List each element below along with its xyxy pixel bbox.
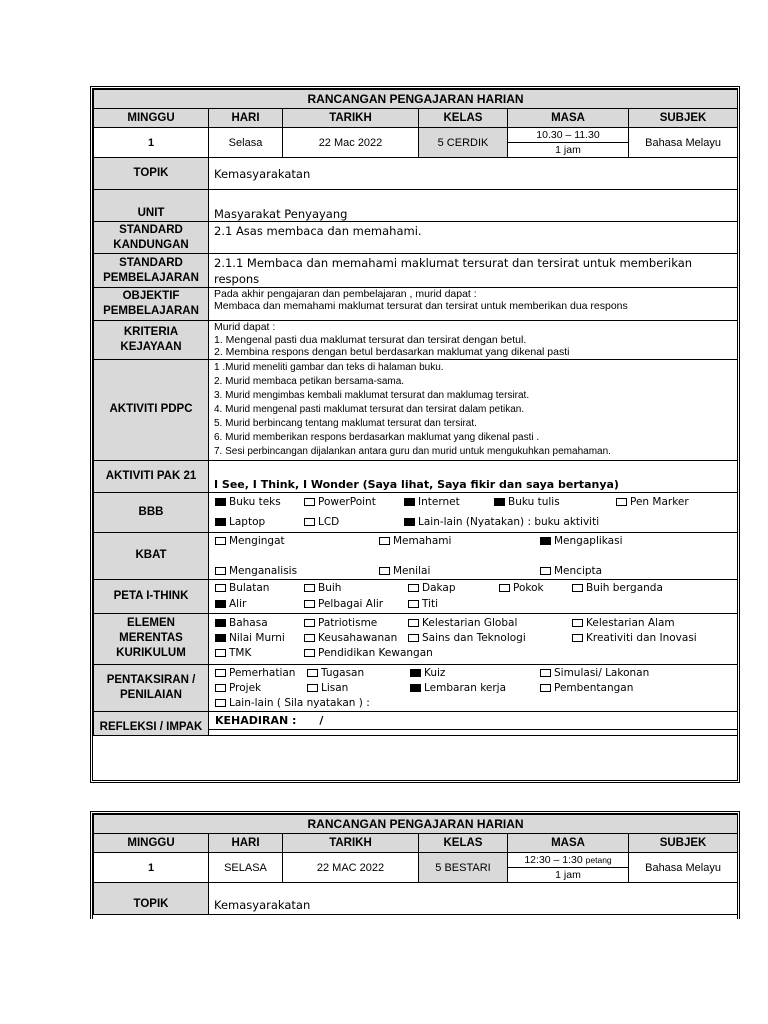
pak21-value: I See, I Think, I Wonder (Saya lihat, Saya fikir dan saya bertanya) xyxy=(209,460,738,492)
aktiviti-item: 6. Murid memberikan respons berdasarkan maklumat yang dikenal pasti . xyxy=(214,431,540,443)
checkbox-icon xyxy=(499,584,510,592)
aktiviti-label: AKTIVITI PDPC xyxy=(94,359,209,460)
emk-label: ELEMEN MERENTAS KURIKULUM xyxy=(94,613,209,664)
checkbox-icon xyxy=(408,584,419,592)
header-hari: HARI xyxy=(209,109,283,128)
unit-value: Masyarakat Penyayang xyxy=(209,190,738,222)
checkbox-checked-icon xyxy=(215,518,226,526)
checkbox-option[interactable]: Pokok xyxy=(499,582,544,595)
kehadiran-line: KEHADIRAN : / xyxy=(209,712,737,730)
bbb-label: BBB xyxy=(94,492,209,532)
checkbox-checked-icon xyxy=(404,498,415,506)
pak21-label: AKTIVITI PAK 21 xyxy=(94,460,209,492)
aktiviti-item: 1 .Murid meneliti gambar dan teks di halaman buku. xyxy=(214,361,444,373)
header-kelas: KELAS xyxy=(419,109,508,128)
masa-suffix: petang xyxy=(585,855,612,865)
checkbox-option[interactable]: Buku tulis xyxy=(494,496,560,509)
checkbox-icon xyxy=(215,684,226,692)
kelas-value: 5 BESTARI xyxy=(419,853,508,883)
objektif-line: Pada akhir pengajaran dan pembelajaran , murid dapat : xyxy=(214,288,477,300)
checkbox-icon xyxy=(215,649,226,657)
aktiviti-cell xyxy=(209,359,738,460)
checkbox-icon xyxy=(572,619,583,627)
checkbox-option[interactable]: PowerPoint xyxy=(304,496,376,509)
header-subjek: SUBJEK xyxy=(629,834,738,853)
checkbox-option[interactable]: Menilai xyxy=(379,565,430,578)
header-masa: MASA xyxy=(508,834,629,853)
checkbox-checked-icon xyxy=(404,518,415,526)
checkbox-option[interactable]: Mengaplikasi xyxy=(540,535,623,548)
checkbox-icon xyxy=(304,518,315,526)
checkbox-icon xyxy=(215,669,226,677)
checkbox-option[interactable]: Buih berganda xyxy=(572,582,663,595)
checkbox-checked-icon xyxy=(410,684,421,692)
unit-label: UNIT xyxy=(94,190,209,222)
standard-pembelajaran-label: STANDARD PEMBELAJARAN xyxy=(94,254,209,288)
sheet-title: RANCANGAN PENGAJARAN HARIAN xyxy=(94,90,738,109)
topik-value: Kemasyarakatan xyxy=(209,883,738,915)
checkbox-option[interactable]: Internet xyxy=(404,496,460,509)
checkbox-icon xyxy=(408,619,419,627)
lesson-plan-sheet-1 xyxy=(90,86,740,783)
checkbox-option[interactable]: Pemerhatian xyxy=(215,667,295,680)
checkbox-option[interactable]: Bahasa xyxy=(215,617,268,630)
masa-duration: 1 jam xyxy=(508,868,629,883)
sheet-title: RANCANGAN PENGAJARAN HARIAN xyxy=(94,815,738,834)
checkbox-option[interactable]: Mengingat xyxy=(215,535,285,548)
objektif-label: OBJEKTIF PEMBELAJARAN xyxy=(94,288,209,321)
checkbox-option[interactable]: Tugasan xyxy=(307,667,364,680)
hari-value: SELASA xyxy=(209,853,283,883)
checkbox-icon xyxy=(304,649,315,657)
refleksi-label: REFLEKSI / IMPAK xyxy=(94,711,209,735)
header-hari: HARI xyxy=(209,834,283,853)
checkbox-option[interactable]: Kelestarian Global xyxy=(408,617,517,630)
checkbox-option[interactable]: Kuiz xyxy=(410,667,445,680)
checkbox-option[interactable]: Simulasi/ Lakonan xyxy=(540,667,649,680)
standard-kandungan-label: STANDARD KANDUNGAN xyxy=(94,222,209,254)
checkbox-icon xyxy=(540,684,551,692)
checkbox-icon xyxy=(572,584,583,592)
checkbox-icon xyxy=(215,584,226,592)
checkbox-option[interactable]: Alir xyxy=(215,598,246,611)
checkbox-checked-icon xyxy=(215,619,226,627)
minggu-value: 1 xyxy=(94,853,209,883)
checkbox-option[interactable]: Titi xyxy=(408,598,438,611)
checkbox-option[interactable]: Kelestarian Alam xyxy=(572,617,675,630)
checkbox-option[interactable]: Menganalisis xyxy=(215,565,297,578)
kelas-value: 5 CERDIK xyxy=(419,128,508,158)
checkbox-icon xyxy=(616,498,627,506)
lesson-plan-table-2 xyxy=(93,814,738,915)
checkbox-option[interactable]: Laptop xyxy=(215,516,265,529)
kbat-options xyxy=(209,532,738,579)
checkbox-icon xyxy=(572,634,583,642)
kriteria-label: KRITERIA KEJAYAAN xyxy=(94,321,209,360)
header-minggu: MINGGU xyxy=(94,834,209,853)
checkbox-icon xyxy=(540,669,551,677)
aktiviti-item: 5. Murid berbincang tentang maklumat tersurat dan tersirat. xyxy=(214,417,477,429)
checkbox-option[interactable]: Buih xyxy=(304,582,341,595)
checkbox-option[interactable]: Keusahawanan xyxy=(304,632,397,645)
lesson-plan-sheet-2 xyxy=(90,811,740,919)
tarikh-value: 22 Mac 2022 xyxy=(283,128,419,158)
checkbox-option[interactable]: Sains dan Teknologi xyxy=(408,632,526,645)
lesson-plan-table xyxy=(93,89,738,736)
aktiviti-item: 3. Murid mengimbas kembali maklumat tersurat dan maklumag tersirat. xyxy=(214,389,530,401)
checkbox-icon xyxy=(408,634,419,642)
header-tarikh: TARIKH xyxy=(283,834,419,853)
checkbox-icon xyxy=(379,537,390,545)
checkbox-option[interactable]: Pelbagai Alir xyxy=(304,598,383,611)
objektif-line: Membaca dan memahami maklumat tersurat dan tersirat untuk memberikan dua respons xyxy=(214,300,628,312)
refleksi-cell xyxy=(209,711,738,735)
header-tarikh: TARIKH xyxy=(283,109,419,128)
checkbox-option[interactable]: Pembentangan xyxy=(540,682,633,695)
header-subjek: SUBJEK xyxy=(629,109,738,128)
aktiviti-item: 7. Sesi perbincangan dijalankan antara guru dan murid untuk mengukuhkan pemahaman. xyxy=(214,445,611,457)
checkbox-icon xyxy=(307,669,318,677)
kriteria-intro: Murid dapat : xyxy=(214,321,276,333)
masa-duration: 1 jam xyxy=(508,143,629,158)
bbb-options xyxy=(209,492,738,532)
aktiviti-item: 2. Murid membaca petikan bersama-sama. xyxy=(214,375,405,387)
kbat-label: KBAT xyxy=(94,532,209,579)
masa-time-cell xyxy=(508,853,629,868)
masa-time: 10.30 – 11.30 xyxy=(508,128,629,143)
checkbox-checked-icon xyxy=(494,498,505,506)
kriteria-cell xyxy=(209,321,738,360)
hari-value: Selasa xyxy=(209,128,283,158)
checkbox-option[interactable]: Dakap xyxy=(408,582,456,595)
checkbox-option[interactable]: TMK xyxy=(215,647,251,660)
header-kelas: KELAS xyxy=(419,834,508,853)
checkbox-icon xyxy=(215,537,226,545)
checkbox-icon xyxy=(379,567,390,575)
checkbox-icon xyxy=(304,584,315,592)
standard-kandungan-value: 2.1 Asas membaca dan memahami. xyxy=(209,222,738,254)
checkbox-option[interactable]: Mencipta xyxy=(540,565,602,578)
checkbox-icon xyxy=(215,699,226,707)
checkbox-option[interactable]: Nilai Murni xyxy=(215,632,285,645)
header-masa: MASA xyxy=(508,109,629,128)
checkbox-option[interactable]: Lain-lain (Nyatakan) : buku aktiviti xyxy=(404,516,599,529)
checkbox-option[interactable]: Buku teks xyxy=(215,496,281,509)
minggu-value: 1 xyxy=(94,128,209,158)
masa-time: 12:30 – 1:30 xyxy=(524,854,583,866)
checkbox-option[interactable]: Lisan xyxy=(307,682,348,695)
checkbox-icon xyxy=(304,498,315,506)
checkbox-icon xyxy=(408,600,419,608)
checkbox-option[interactable]: Patriotisme xyxy=(304,617,377,630)
subjek-value: Bahasa Melayu xyxy=(629,128,738,158)
checkbox-icon xyxy=(307,684,318,692)
checkbox-checked-icon xyxy=(215,498,226,506)
checkbox-icon xyxy=(304,619,315,627)
topik-value: Kemasyarakatan xyxy=(209,158,738,190)
objektif-cell xyxy=(209,288,738,321)
checkbox-option[interactable]: Lain-lain ( Sila nyatakan ) : xyxy=(215,697,370,710)
checkbox-option[interactable]: Memahami xyxy=(379,535,451,548)
checkbox-option[interactable]: Bulatan xyxy=(215,582,269,595)
checkbox-icon xyxy=(215,567,226,575)
checkbox-option[interactable]: LCD xyxy=(304,516,339,529)
pentaksiran-options xyxy=(209,664,738,711)
ithink-label: PETA I-THINK xyxy=(94,579,209,613)
standard-pembelajaran-value: 2.1.1 Membaca dan memahami maklumat tersurat dan tersirat untuk memberikan respons xyxy=(209,254,738,288)
checkbox-option[interactable]: Projek xyxy=(215,682,261,695)
kriteria-item: 1. Mengenal pasti dua maklumat tersurat dan tersirat dengan betul. xyxy=(214,333,527,346)
subjek-value: Bahasa Melayu xyxy=(629,853,738,883)
checkbox-checked-icon xyxy=(410,669,421,677)
checkbox-icon xyxy=(304,634,315,642)
checkbox-option[interactable]: Lembaran kerja xyxy=(410,682,506,695)
checkbox-option[interactable]: Pendidikan Kewangan xyxy=(304,647,433,660)
kriteria-item: 2. Membina respons dengan betul berdasarkan maklumat yang dikenal pasti xyxy=(214,346,570,358)
aktiviti-item: 4. Murid mengenal pasti maklumat tersurat dan tersirat dalam petikan. xyxy=(214,403,525,415)
checkbox-icon xyxy=(540,567,551,575)
checkbox-checked-icon xyxy=(215,600,226,608)
checkbox-icon xyxy=(304,600,315,608)
topik-label: TOPIK xyxy=(94,158,209,190)
checkbox-option[interactable]: Pen Marker xyxy=(616,496,689,509)
checkbox-option[interactable]: Kreativiti dan Inovasi xyxy=(572,632,697,645)
emk-options xyxy=(209,613,738,664)
checkbox-checked-icon xyxy=(540,537,551,545)
topik-label: TOPIK xyxy=(94,883,209,915)
ithink-options xyxy=(209,579,738,613)
tarikh-value: 22 MAC 2022 xyxy=(283,853,419,883)
checkbox-checked-icon xyxy=(215,634,226,642)
pentaksiran-label: PENTAKSIRAN / PENILAIAN xyxy=(94,664,209,711)
header-minggu: MINGGU xyxy=(94,109,209,128)
